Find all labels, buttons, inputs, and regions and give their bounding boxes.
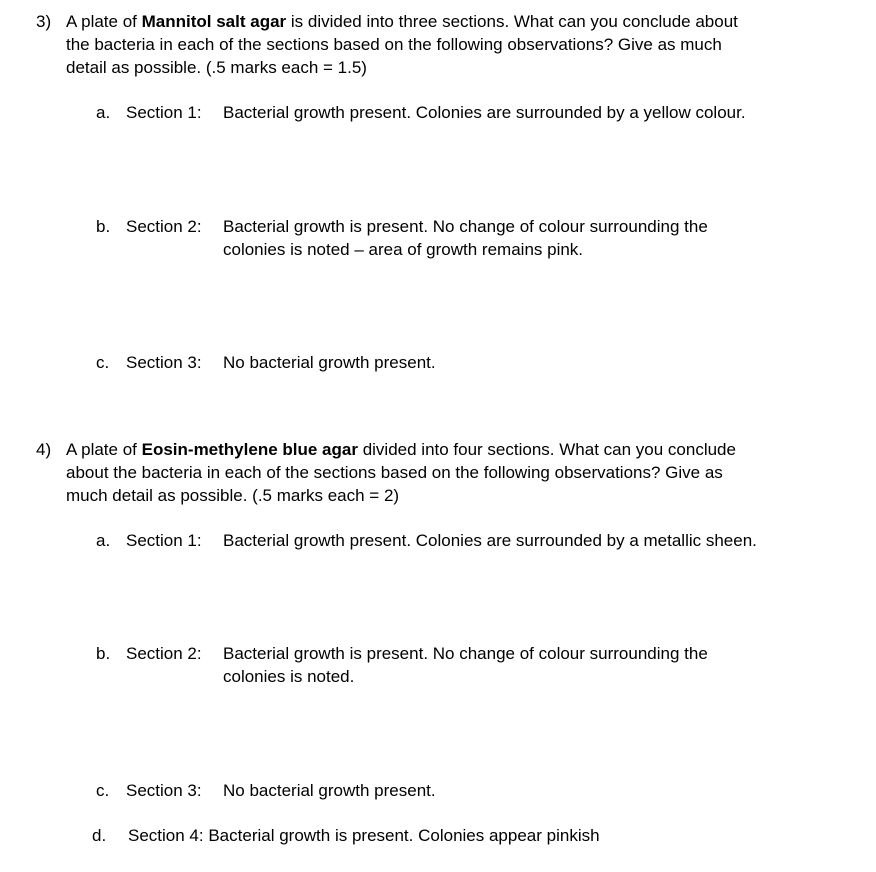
item-section-label: Section 3: xyxy=(126,353,202,372)
question-3-line-3: detail as possible. (.5 marks each = 1.5) xyxy=(66,58,367,77)
item-letter: d. xyxy=(92,826,107,845)
question-4-line-1: A plate of Eosin-methylene blue agar divided into four sections. What can you conclude xyxy=(66,440,736,459)
item-letter: c. xyxy=(96,781,110,800)
observation-line: No bacterial growth present. xyxy=(223,781,436,800)
observation-line: Bacterial growth is present. Colonies appear pinkish xyxy=(208,826,600,845)
observation-line: colonies is noted. xyxy=(223,667,355,686)
item-section-label: Section 3: xyxy=(126,781,202,800)
item-observation xyxy=(223,529,823,552)
item-observation xyxy=(223,101,823,124)
question-4-line-3: much detail as possible. (.5 marks each = 2) xyxy=(66,486,400,505)
observation-line: Bacterial growth is present. No change of colour surrounding the xyxy=(223,644,708,663)
item-letter: a. xyxy=(96,531,111,550)
item-section-and-observation xyxy=(128,824,600,847)
item-section-label: Section 1: xyxy=(126,103,202,122)
item-letter: b. xyxy=(96,217,111,236)
item-letter: c. xyxy=(96,353,110,372)
question-3-line-2: the bacteria in each of the sections based on the following observations? Give as much xyxy=(66,35,722,54)
item-section-label: Section 4: xyxy=(128,826,204,845)
question-4-line-2: about the bacteria in each of the sections based on the following observations? Give as xyxy=(66,463,723,482)
item-section-label: Section 1: xyxy=(126,531,202,550)
observation-line: Bacterial growth is present. No change of colour surrounding the xyxy=(223,217,708,236)
item-section-label: Section 2: xyxy=(126,217,202,236)
item-letter: b. xyxy=(96,644,111,663)
item-section-label: Section 2: xyxy=(126,644,202,663)
observation-line: No bacterial growth present. xyxy=(223,353,436,372)
item-observation xyxy=(223,642,823,688)
question-3-line-1: A plate of Mannitol salt agar is divided into three sections. What can you conclude about xyxy=(66,12,738,31)
question-4-text xyxy=(66,438,826,507)
observation-line: Bacterial growth present. Colonies are surrounded by a metallic sheen. xyxy=(223,531,757,550)
question-3-text xyxy=(66,10,826,79)
item-observation xyxy=(223,215,823,261)
question-4-number: 4) xyxy=(36,440,52,459)
item-observation xyxy=(223,351,823,374)
observation-line: Bacterial growth present. Colonies are surrounded by a yellow colour. xyxy=(223,103,746,122)
observation-line: colonies is noted – area of growth remains pink. xyxy=(223,240,584,259)
item-observation xyxy=(223,779,823,802)
question-3-number: 3) xyxy=(36,12,52,31)
item-letter: a. xyxy=(96,103,111,122)
